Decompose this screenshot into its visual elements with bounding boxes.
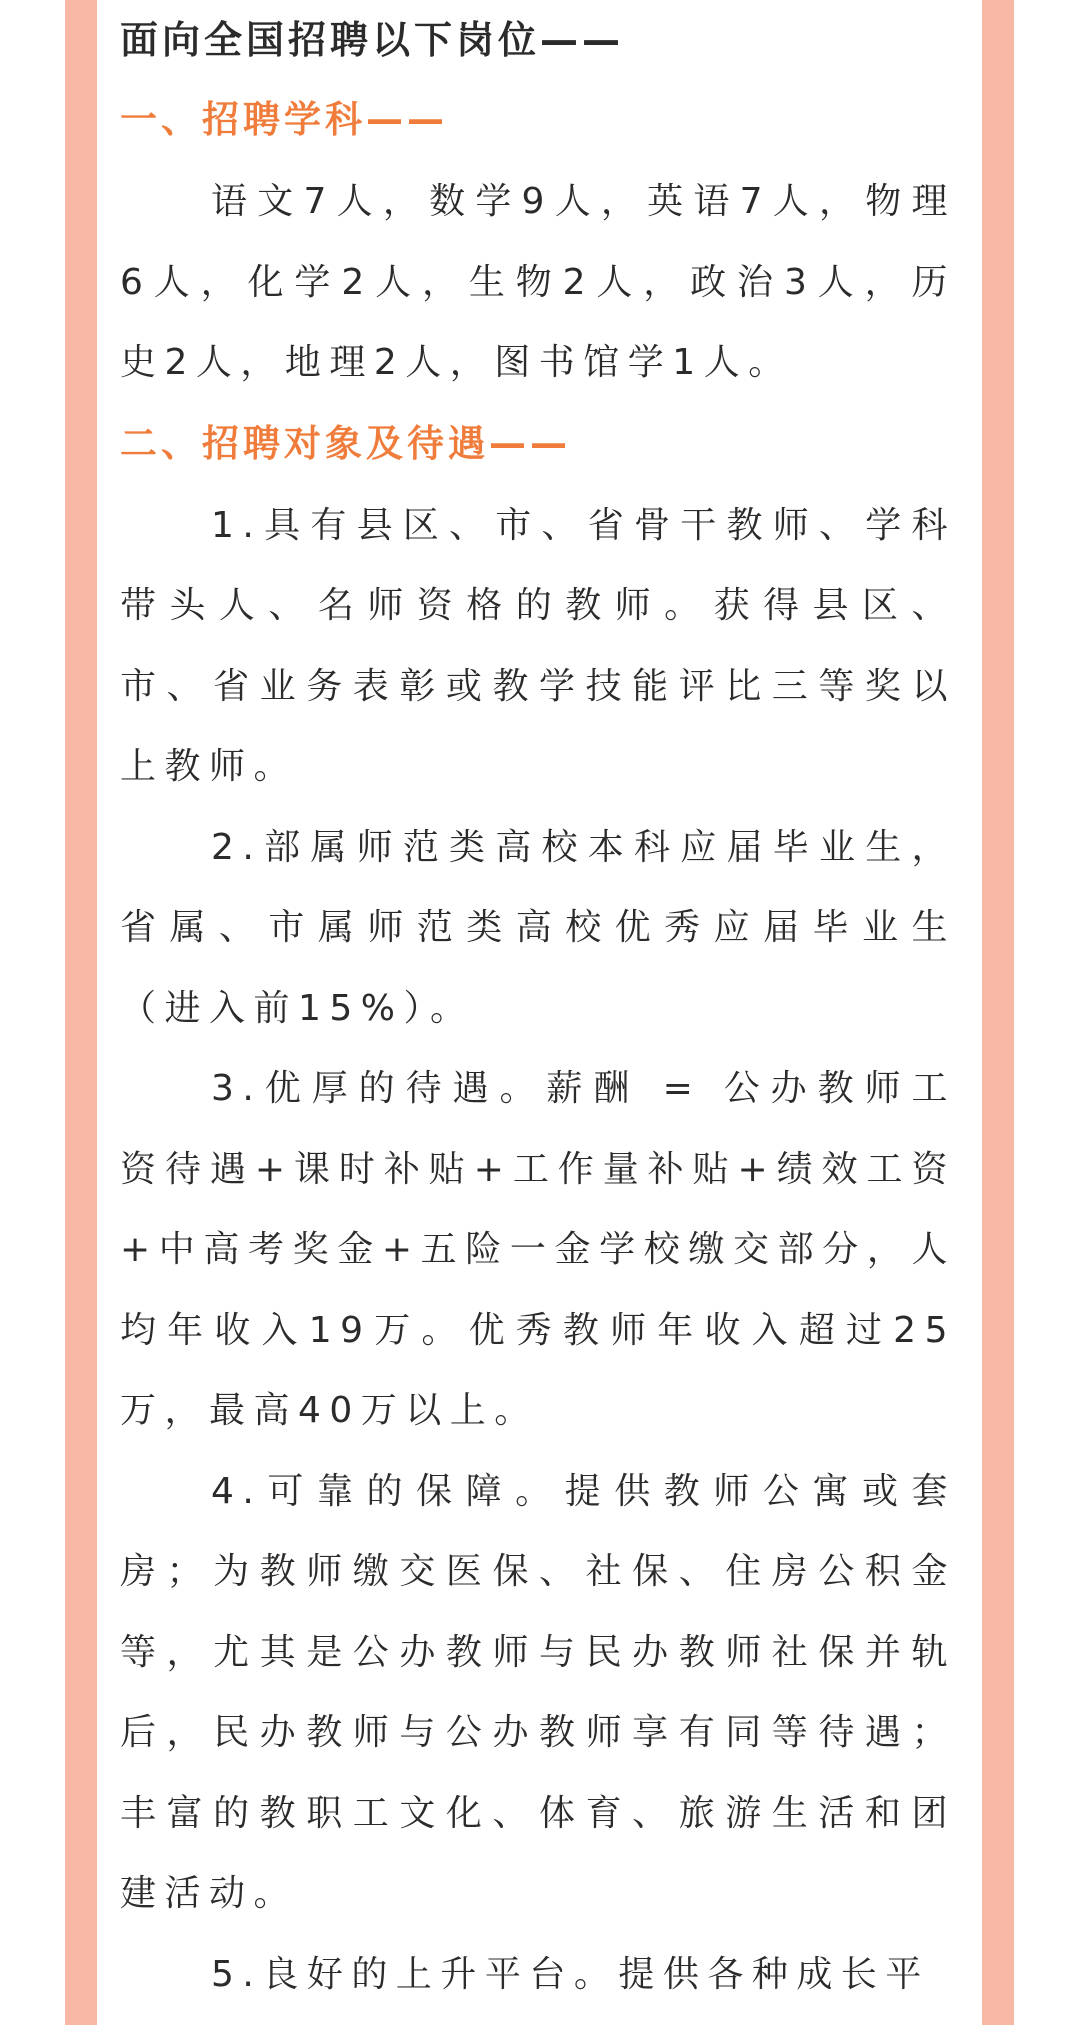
paragraph-item-2: 2.部属师范类高校本科应届毕业生，省属、市属师范类高校优秀应届毕业生（进入前15%）。 — [120, 826, 956, 1029]
paragraph-item-5: 5.良好的上升平台。提供各种成长平 — [211, 1953, 930, 1995]
subjects-paragraph: 语文7人，数学9人，英语7人，物理6人，化学2人，生物2人，政治3人，历史2人，地理2人，图书馆学1人。 — [120, 181, 956, 383]
article-body — [120, 0, 956, 2015]
paragraph-item-1: 1.具有县区、市、省骨干教师、学科带头人、名师资格的教师。获得县区、市、省业务表彰或教学技能评比三等奖以上教师。 — [120, 504, 956, 787]
section-heading-targets-benefits: 二、招聘对象及待遇—— — [120, 421, 571, 465]
section-heading-subjects: 一、招聘学科—— — [120, 98, 448, 141]
paragraph-item-3: 3.优厚的待遇。薪酬 = 公办教师工资待遇+课时补贴+工作量补贴+绩效工资+中高考奖金+五险一金学校缴交部分，人均年收入19万。优秀教师年收入超过25万，最高40万以上。 — [120, 1068, 956, 1431]
paragraph-item-4: 4.可靠的保障。提供教师公寓或套房；为教师缴交医保、社保、住房公积金等，尤其是公办教师与民办教师社保并轨后，民办教师与公办教师享有同等待遇；丰富的教职工文化、体育、旅游生活和团建活动。 — [120, 1470, 956, 1914]
article-title: 面向全国招聘以下岗位—— — [120, 18, 625, 62]
